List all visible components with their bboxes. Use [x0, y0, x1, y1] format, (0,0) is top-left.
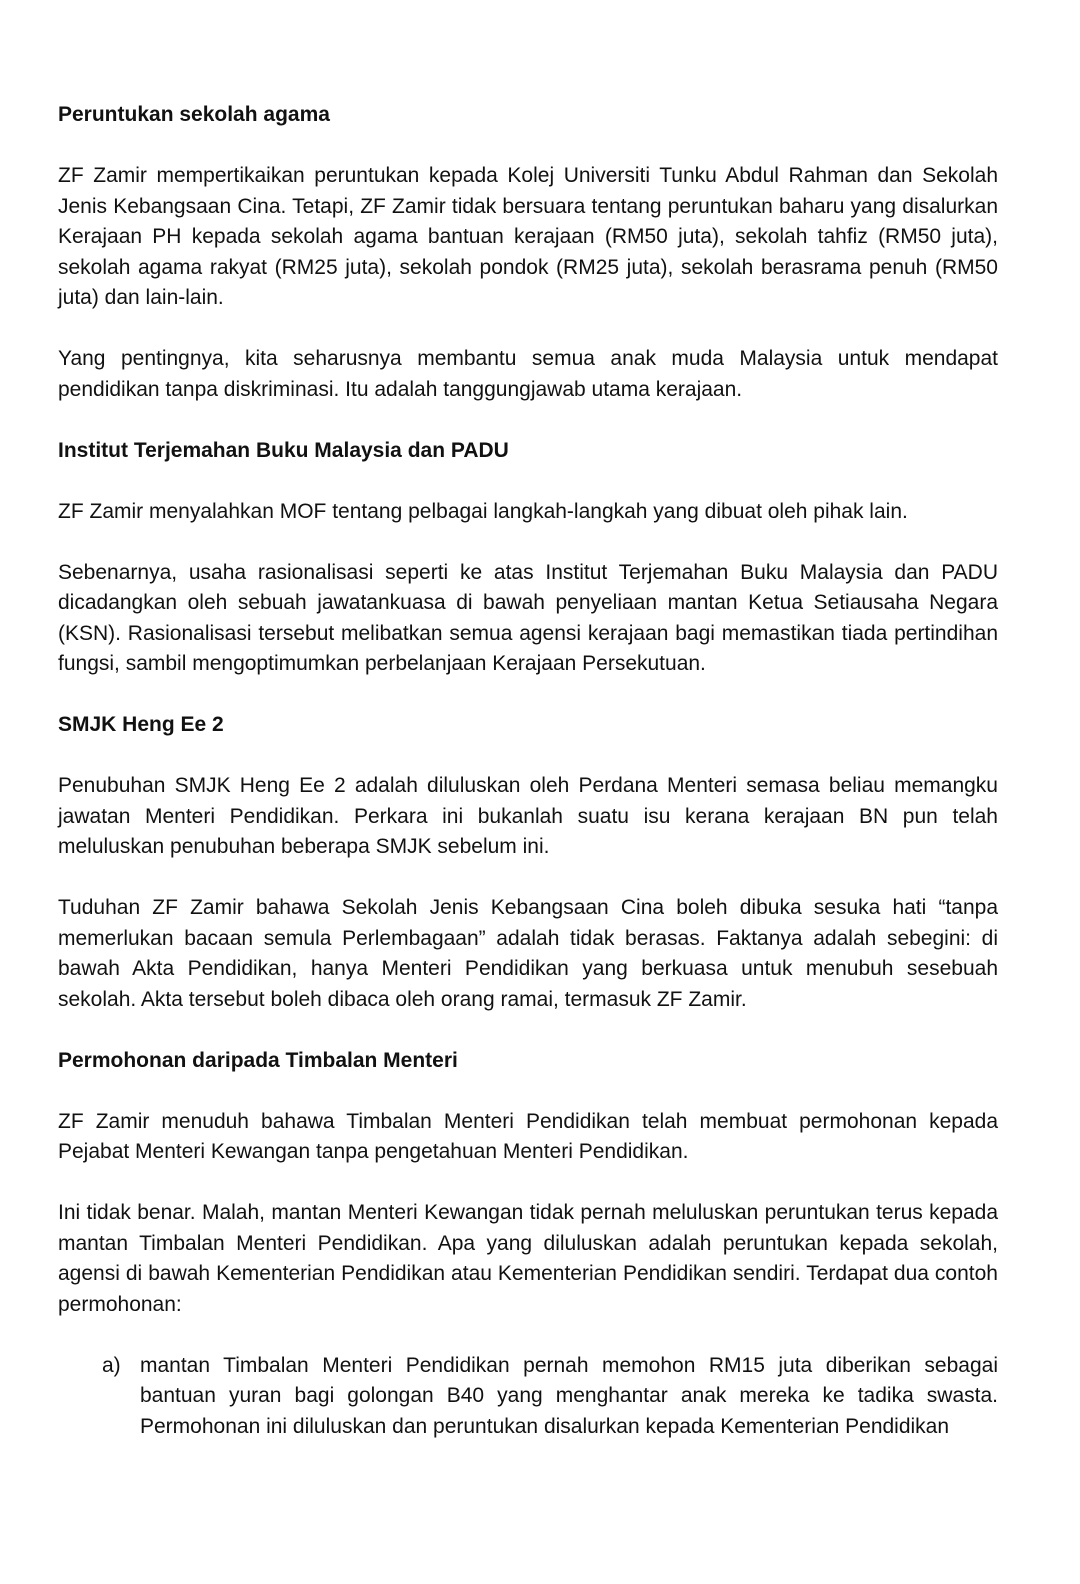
section-heading-peruntukan-sekolah-agama: Peruntukan sekolah agama — [58, 103, 330, 126]
spacer — [58, 741, 998, 772]
paragraph: Tuduhan ZF Zamir bahawa Sekolah Jenis Kebangsaan Cina boleh dibuka sesuka hati “tanpa memerlukan bacaan semula Perlembagaan” adalah tidak berasas. Faktanya adalah sebegini: di bawah Akta Pendidikan, hanya Menteri Pendidikan yang berkuasa untuk menubuh sesebuah sekolah. Akta tersebut boleh dibaca oleh orang ramai, termasuk ZF Zamir. — [58, 896, 998, 1011]
spacer — [58, 1168, 998, 1199]
spacer — [58, 466, 998, 497]
paragraph: ZF Zamir menyalahkan MOF tentang pelbagai langkah-langkah yang dibuat oleh pihak lain. — [58, 499, 908, 523]
list-marker: a) — [102, 1353, 121, 1377]
document-page — [58, 100, 998, 1442]
spacer — [58, 1076, 998, 1107]
section-heading-smjk-heng-ee: SMJK Heng Ee 2 — [58, 713, 224, 736]
paragraph: Ini tidak benar. Malah, mantan Menteri Kewangan tidak pernah meluluskan peruntukan terus kepada mantan Timbalan Menteri Pendidikan. Apa yang diluluskan adalah peruntukan kepada sekolah, agensi di bawah Kementerian Pendidikan atau Kementerian Pendidikan sendiri. Terdapat dua contoh permohonan: — [58, 1201, 998, 1316]
list-item — [58, 1351, 998, 1443]
spacer — [58, 1015, 998, 1046]
spacer — [58, 314, 998, 345]
spacer — [58, 527, 998, 558]
paragraph: ZF Zamir mempertikaikan peruntukan kepada Kolej Universiti Tunku Abdul Rahman dan Sekolah Jenis Kebangsaan Cina. Tetapi, ZF Zamir tidak bersuara tentang peruntukan baharu yang disalurkan Kerajaan PH kepada sekolah agama bantuan kerajaan (RM50 juta), sekolah tahfiz (RM50 juta), sekolah agama rakyat (RM25 juta), sekolah pondok (RM25 juta), sekolah berasrama penuh (RM50 juta) dan lain-lain. — [58, 164, 998, 309]
spacer — [58, 863, 998, 894]
paragraph: Sebenarnya, usaha rasionalisasi seperti ke atas Institut Terjemahan Buku Malaysia dan PADU dicadangkan oleh sebuah jawatankuasa di bawah penyeliaan mantan Ketua Setiausaha Negara (KSN). Rasionalisasi tersebut melibatkan semua agensi kerajaan bagi memastikan tiada pertindihan fungsi, sambil mengoptimumkan perbelanjaan Kerajaan Persekutuan. — [58, 560, 998, 675]
paragraph: Yang pentingnya, kita seharusnya membantu semua anak muda Malaysia untuk mendapat pendidikan tanpa diskriminasi. Itu adalah tanggungjawab utama kerajaan. — [58, 347, 998, 401]
paragraph: ZF Zamir menuduh bahawa Timbalan Menteri Pendidikan telah membuat permohonan kepada Pejabat Menteri Kewangan tanpa pengetahuan Menteri Pendidikan. — [58, 1109, 998, 1163]
spacer — [58, 405, 998, 436]
spacer — [58, 680, 998, 711]
paragraph: Penubuhan SMJK Heng Ee 2 adalah diluluskan oleh Perdana Menteri semasa beliau memangku jawatan Menteri Pendidikan. Perkara ini bukanlah suatu isu kerana kerajaan BN pun telah meluluskan penubuhan beberapa SMJK sebelum ini. — [58, 774, 998, 858]
spacer — [58, 131, 998, 162]
section-heading-institut-terjemahan: Institut Terjemahan Buku Malaysia dan PADU — [58, 438, 509, 462]
list-item-text: mantan Timbalan Menteri Pendidikan pernah memohon RM15 juta diberikan sebagai bantuan yuran bagi golongan B40 yang menghantar anak mereka ke tadika swasta. Permohonan ini diluluskan dan peruntukan disalurkan kepada Kementerian Pendidikan — [140, 1353, 998, 1438]
section-heading-permohonan-timbalan-menteri: Permohonan daripada Timbalan Menteri — [58, 1048, 458, 1072]
spacer — [58, 1320, 998, 1351]
